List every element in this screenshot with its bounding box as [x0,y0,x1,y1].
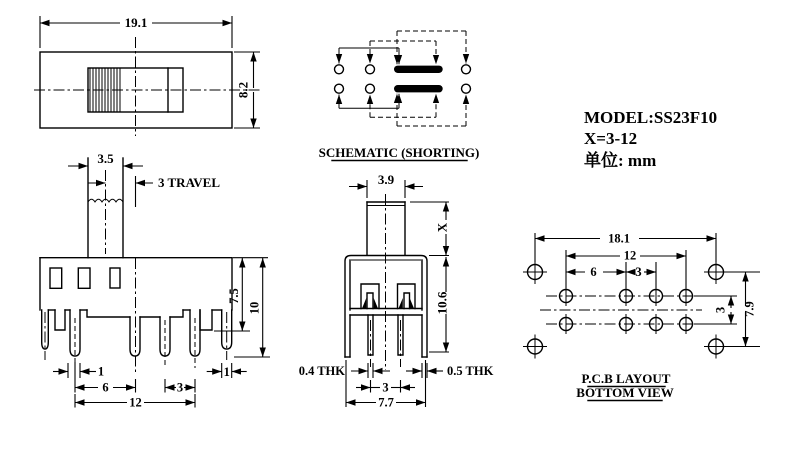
dim-pcb-mount-w: 18.1 [608,231,630,246]
unit-label: 单位: mm [584,151,657,170]
schematic-view [319,31,480,161]
dim-pitch-3: 3 [176,380,184,395]
schematic-title: SCHEMATIC (SHORTING) [318,145,480,160]
dim-pitch-6: 6 [102,380,109,395]
dim-top-width: 19.1 [124,15,148,30]
top-view [34,15,262,136]
dim-side-pitch: 3 [382,380,389,395]
dim-side-body: 10.6 [434,291,450,315]
dim-pcb-mount-h: 7.9 [742,301,757,317]
pcb-title: P.C.B LAYOUT [581,371,671,386]
dim-body-pin: 10 [247,301,262,315]
side-view [299,172,494,410]
dim-side-x: X [434,222,450,233]
pin [70,310,80,356]
dim-thk-left: 0.4 THK [298,364,345,378]
body-window [110,268,120,288]
title-block [584,108,717,170]
dim-span-12: 12 [129,395,142,410]
dim-pcb-p6: 6 [590,264,597,279]
body-window [78,268,90,288]
shorting-bar-bottom [394,85,443,92]
dim-pcb-span: 12 [623,248,637,263]
pcb-layout [523,232,760,401]
shorting-bar-top [394,66,443,73]
dim-thk-right: 0.5 THK [447,364,494,378]
dim-side-knob: 3.9 [377,172,395,187]
body-window [50,268,62,288]
dim-pcb-rows: 3 [713,306,728,314]
dim-pin-width: 1 [97,364,105,379]
dim-pcb-p3: 3 [635,264,642,279]
pcb-subtitle: BOTTOM VIEW [576,385,674,400]
dim-knob-width: 3.5 [97,151,114,166]
dim-body-tab: 7.5 [227,288,241,304]
dim-leg-width: 1 [223,364,230,379]
x-range: X=3-12 [584,129,638,148]
dim-top-height: 8.2 [235,81,251,99]
dim-side-width: 7.7 [378,395,394,410]
front-view [40,151,270,410]
dim-travel: 3 TRAVEL [158,175,221,190]
pin [190,310,200,356]
model-number: MODEL:SS23F10 [584,108,718,127]
